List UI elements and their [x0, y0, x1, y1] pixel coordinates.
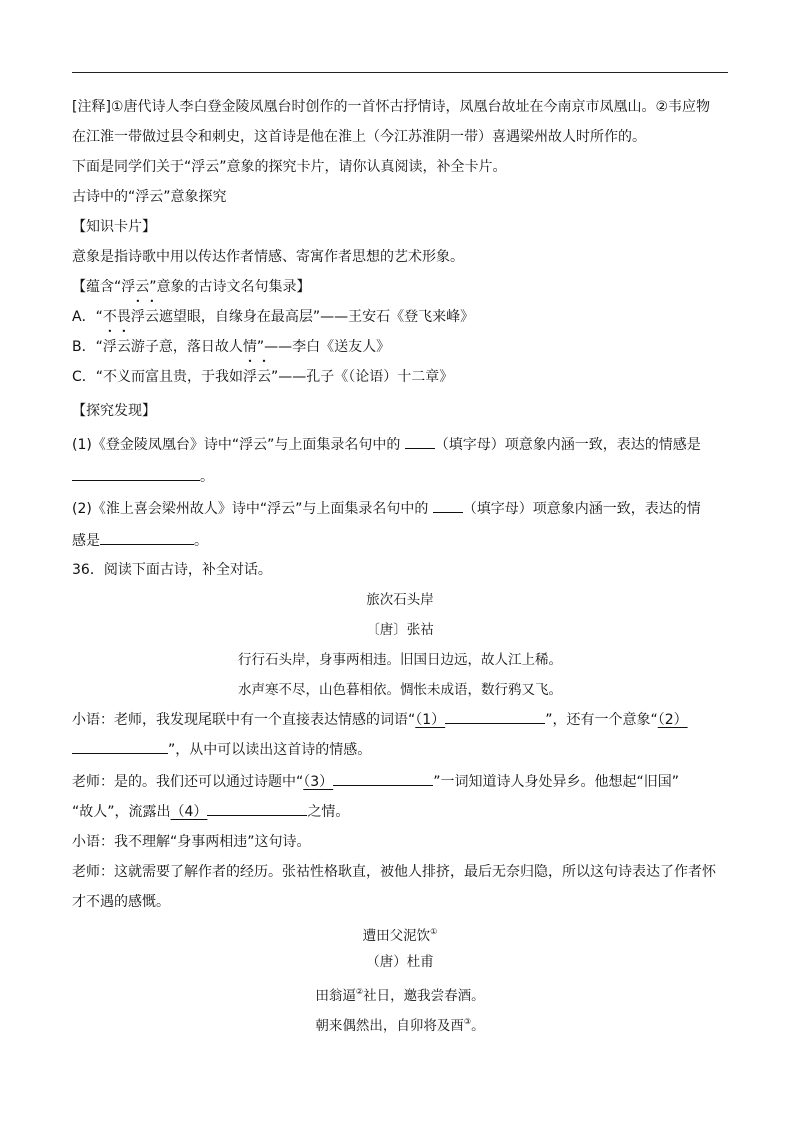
dialogue-line-2 — [72, 738, 732, 760]
dialogue-line-6: 老师：这就需要了解作者的经历。张祜性格耿直，被他人排挤，最后无奈归隐，所以这句诗表达了作者怀 — [72, 864, 716, 880]
poem-1-title: 旅次石头岸 — [366, 592, 434, 608]
dialogue-line-4 — [72, 800, 732, 822]
dialogue-text: “故人”，流露出 — [72, 804, 171, 820]
item-a — [72, 307, 732, 327]
blank-number: （3） — [303, 774, 334, 790]
dialogue-line-7: 才不遇的感慨。 — [72, 894, 170, 910]
footnote-marker: ③ — [463, 1017, 472, 1026]
item-b-prefix: B．“ — [72, 339, 103, 355]
blank-number: （1） — [415, 712, 446, 728]
answer-blank[interactable] — [405, 433, 435, 449]
dialogue-text: 老师：是的。我们还可以通过诗题中“ — [72, 774, 304, 790]
blank-number: （2） — [657, 712, 688, 728]
collection-heading: 【蕴含“浮云”意象的古诗文名句集录】 — [72, 279, 311, 295]
question-2-text: (2)《淮上喜会梁州故人》诗中“浮云”与上面集录名句中的 — [72, 501, 429, 517]
poem-2-title-text: 遭田父泥饮 — [362, 928, 431, 944]
item-a-suffix: 遮望眼，自缘身在最高层”——王安石《登飞来峰》 — [158, 309, 475, 325]
poem-1-line-1: 行行石头岸，身事两相违。旧国日边远，故人江上稀。 — [238, 652, 562, 668]
item-c-suffix: ”——孔子《（论语）十二章》 — [271, 369, 454, 385]
question-1-text: （填字母）项意象内涵一致，表达的情感是 — [434, 437, 701, 453]
note-line-1: [注释]①唐代诗人李白登金陵凤凰台时创作的一首怀古抒情诗，凤凰台故址在今南京市凤凰山。②韦应物 — [72, 99, 711, 115]
question-1-text: (1)《登金陵凤凰台》诗中“浮云”与上面集录名句中的 — [72, 437, 401, 453]
dialogue-text: ”，还有一个意象“ — [545, 712, 658, 728]
poem-text: 田翁逼 — [315, 988, 356, 1004]
question-1-cont — [72, 465, 732, 487]
emphasis-char: 浮 — [243, 369, 258, 385]
dialogue-text: 小语：老师，我发现尾联中有一个直接表达情感的词语“ — [72, 712, 416, 728]
footnote-marker: ① — [430, 927, 438, 936]
answer-blank[interactable] — [207, 800, 307, 816]
knowledge-heading: 【知识卡片】 — [72, 219, 156, 235]
poem-text: 朝来偶然出，自卯将及酉 — [315, 1018, 464, 1034]
poem-2-author: （唐）杜甫 — [366, 954, 434, 970]
blank-number: （4） — [170, 804, 208, 820]
item-b — [72, 337, 732, 357]
poem-2-line-1 — [0, 982, 800, 1006]
item-c-prefix: C．“不义而富且贵，于我如 — [72, 369, 244, 385]
intro-text: 下面是同学们关于“浮云”意象的探究卡片，请你认真阅读，补全卡片。 — [72, 159, 507, 175]
card-title: 古诗中的“浮云”意象探究 — [72, 189, 227, 205]
dialogue-text: ”一词知道诗人身处异乡。他想起“旧国” — [433, 774, 679, 790]
discovery-heading: 【探究发现】 — [72, 403, 156, 419]
question-2-text: （填字母）项意象内涵一致，表达的情 — [462, 501, 701, 517]
item-b-suffix: 游子意，落日故人情”——李白《送友人》 — [130, 339, 391, 355]
dialogue-text: 之情。 — [307, 804, 350, 820]
dialogue-line-3 — [72, 770, 732, 792]
emphasis-char: 云 — [257, 369, 272, 385]
dialogue-text: ”，从中可以读出这首诗的情感。 — [168, 742, 372, 758]
answer-blank[interactable] — [100, 529, 194, 545]
poem-2-line-2 — [0, 1012, 800, 1036]
answer-blank[interactable] — [433, 497, 463, 513]
knowledge-text: 意象是指诗歌中用以传达作者情感、寄寓作者思想的艺术形象。 — [72, 249, 464, 265]
question-2-end: 。 — [194, 533, 208, 549]
poem-1-author: 〔唐〕张祜 — [366, 622, 434, 638]
question-2-text: 感是 — [72, 533, 100, 549]
dialogue-line-5: 小语：我不理解“身事两相违”这句诗。 — [72, 834, 311, 850]
item-c — [72, 367, 732, 387]
emphasis-char: 云 — [116, 339, 131, 355]
emphasis-char: 浮 — [102, 339, 117, 355]
answer-blank[interactable] — [72, 738, 168, 754]
note-line-2: 在江淮一带做过县令和刺史，这首诗是他在淮上（今江苏淮阴一带）喜遇梁州故人时所作的。 — [72, 129, 646, 145]
emphasis-char: 浮 — [130, 309, 145, 325]
answer-blank[interactable] — [333, 770, 433, 786]
question-1 — [72, 433, 732, 455]
question-2-cont — [72, 529, 732, 551]
footnote-marker: ② — [355, 987, 364, 996]
dialogue-line-1 — [72, 708, 732, 730]
item-a-prefix: A．“不畏 — [72, 309, 131, 325]
poem-text: 社日，邀我尝春酒。 — [363, 988, 485, 1004]
header-rule — [72, 72, 728, 73]
poem-text: 。 — [471, 1018, 485, 1034]
question-2 — [72, 497, 732, 519]
question-1-end: 。 — [200, 469, 214, 485]
answer-blank[interactable] — [72, 465, 200, 481]
poem-1-line-2: 水声寒不尽，山色暮相依。惆怅未成语，数行鸦又飞。 — [238, 682, 562, 698]
emphasis-char: 云 — [144, 309, 159, 325]
question-36: 36．阅读下面古诗，补全对话。 — [72, 562, 272, 578]
poem-2-title — [0, 922, 800, 946]
answer-blank[interactable] — [445, 708, 545, 724]
